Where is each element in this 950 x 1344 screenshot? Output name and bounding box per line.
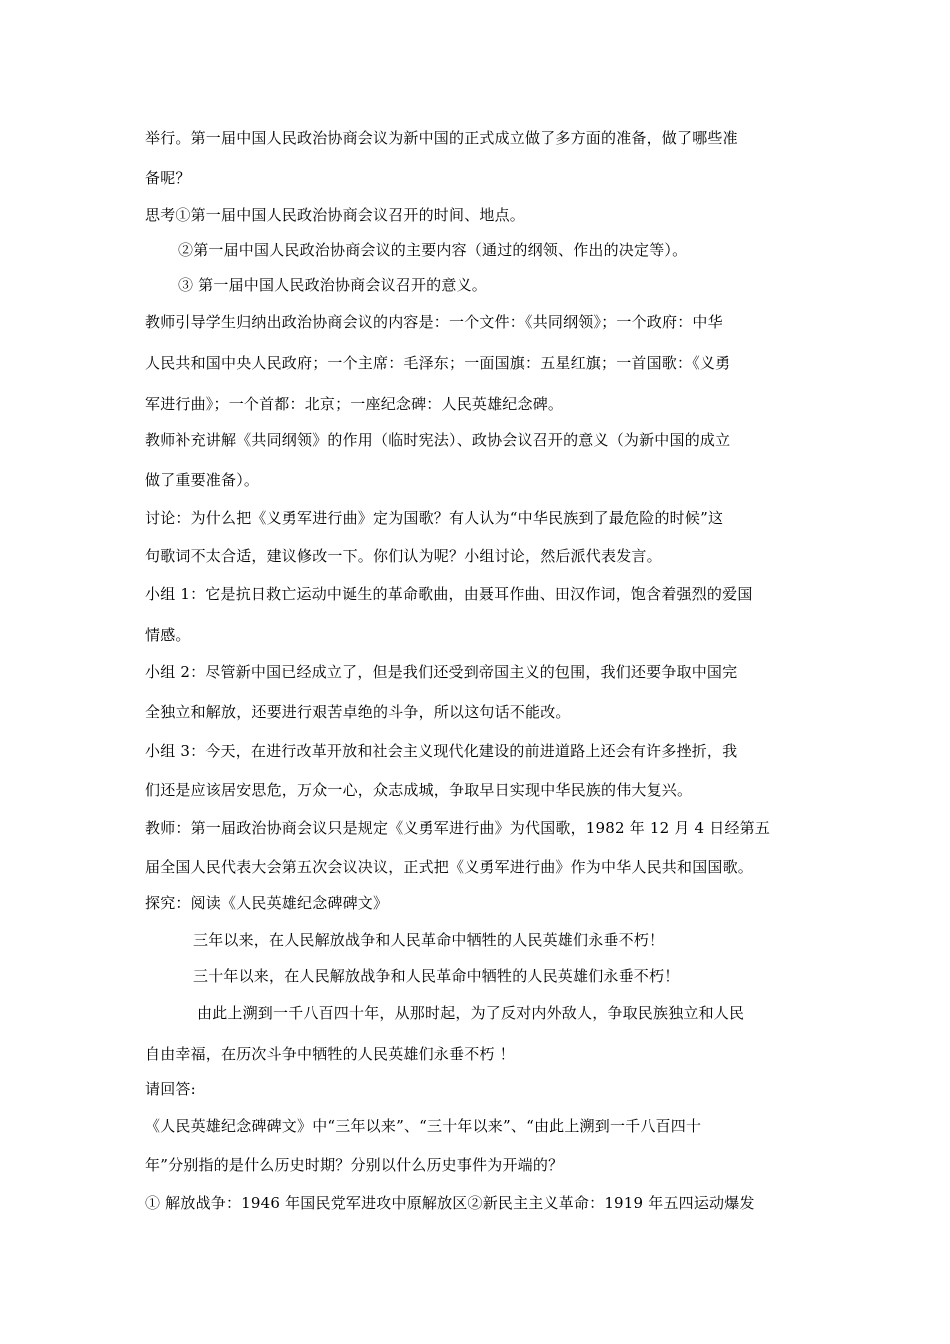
text-line: 举行。第一届中国人民政治协商会议为新中国的正式成立做了多方面的准备，做了哪些准 <box>145 129 738 147</box>
text-line: 年”分别指的是什么历史时期？分别以什么历史事件为开端的？ <box>145 1156 564 1174</box>
text-line: 教师引导学生归纳出政治协商会议的内容是：一个文件：《共同纲领》；一个政府：中华 <box>145 313 723 331</box>
text-line: 《人民英雄纪念碑碑文》中“三年以来”、“三十年以来”、“由此上溯到一千八百四十 <box>145 1117 702 1135</box>
text-line: 全独立和解放，还要进行艰苦卓绝的斗争，所以这句话不能改。 <box>145 703 571 721</box>
text-line: 三年以来，在人民解放战争和人民革命中牺牲的人民英雄们永垂不朽！ <box>193 931 665 949</box>
text-line: 小组 1：它是抗日救亡运动中诞生的革命歌曲，由聂耳作曲、田汉作词，饱含着强烈的爱国 <box>145 585 753 603</box>
text-line: ②第一届中国人民政治协商会议的主要内容（通过的纲领、作出的决定等）。 <box>178 241 688 259</box>
text-line: ① 解放战争：1946 年国民党军进攻中原解放区②新民主主义革命：1919 年五四运动爆发 <box>145 1194 755 1212</box>
text-line: 由此上溯到一千八百四十年，从那时起，为了反对内外敌人，争取民族独立和人民 <box>197 1004 745 1022</box>
text-line: ③ 第一届中国人民政治协商会议召开的意义。 <box>178 276 487 294</box>
text-line: 教师补充讲解《共同纲领》的作用（临时宪法）、政协会议召开的意义（为新中国的成立 <box>145 431 731 449</box>
text-line: 小组 3：今天，在进行改革开放和社会主义现代化建设的前进道路上还会有许多挫折，我 <box>145 742 738 760</box>
text-line: 们还是应该居安思危，万众一心，众志成城，争取早日实现中华民族的伟大复兴。 <box>145 781 693 799</box>
text-line: 届全国人民代表大会第五次会议决议，正式把《义勇军进行曲》作为中华人民共和国国歌。 <box>145 858 754 876</box>
text-line: 三十年以来，在人民解放战争和人民革命中牺牲的人民英雄们永垂不朽！ <box>193 967 680 985</box>
text-line: 人民共和国中央人民政府；一个主席：毛泽东；一面国旗：五星红旗；一首国歌：《义勇 <box>145 354 731 372</box>
text-line: 句歌词不太合适，建议修改一下。你们认为呢？小组讨论，然后派代表发言。 <box>145 547 662 565</box>
text-line: 小组 2：尽管新中国已经成立了，但是我们还受到帝国主义的包围，我们还要争取中国完 <box>145 663 738 681</box>
text-line: 思考①第一届中国人民政治协商会议召开的时间、地点。 <box>145 206 526 224</box>
text-line: 讨论：为什么把《义勇军进行曲》定为国歌？有人认为“中华民族到了最危险的时候”这 <box>145 509 724 527</box>
text-line: 军进行曲》；一个首都：北京；一座纪念碑：人民英雄纪念碑。 <box>145 395 564 413</box>
text-line: 教师：第一届政治协商会议只是规定《义勇军进行曲》为代国歌，1982 年 12 月 4 日经第五 <box>145 819 771 837</box>
text-line: 做了重要准备）。 <box>145 471 260 489</box>
text-line: 自由幸福，在历次斗争中牺牲的人民英雄们永垂不朽 ！ <box>145 1045 515 1063</box>
text-line: 探究：阅读《人民英雄纪念碑碑文》 <box>145 894 389 912</box>
text-line: 备呢？ <box>145 169 191 187</box>
text-line: 请回答: <box>145 1080 196 1098</box>
text-line: 情感。 <box>145 626 191 644</box>
